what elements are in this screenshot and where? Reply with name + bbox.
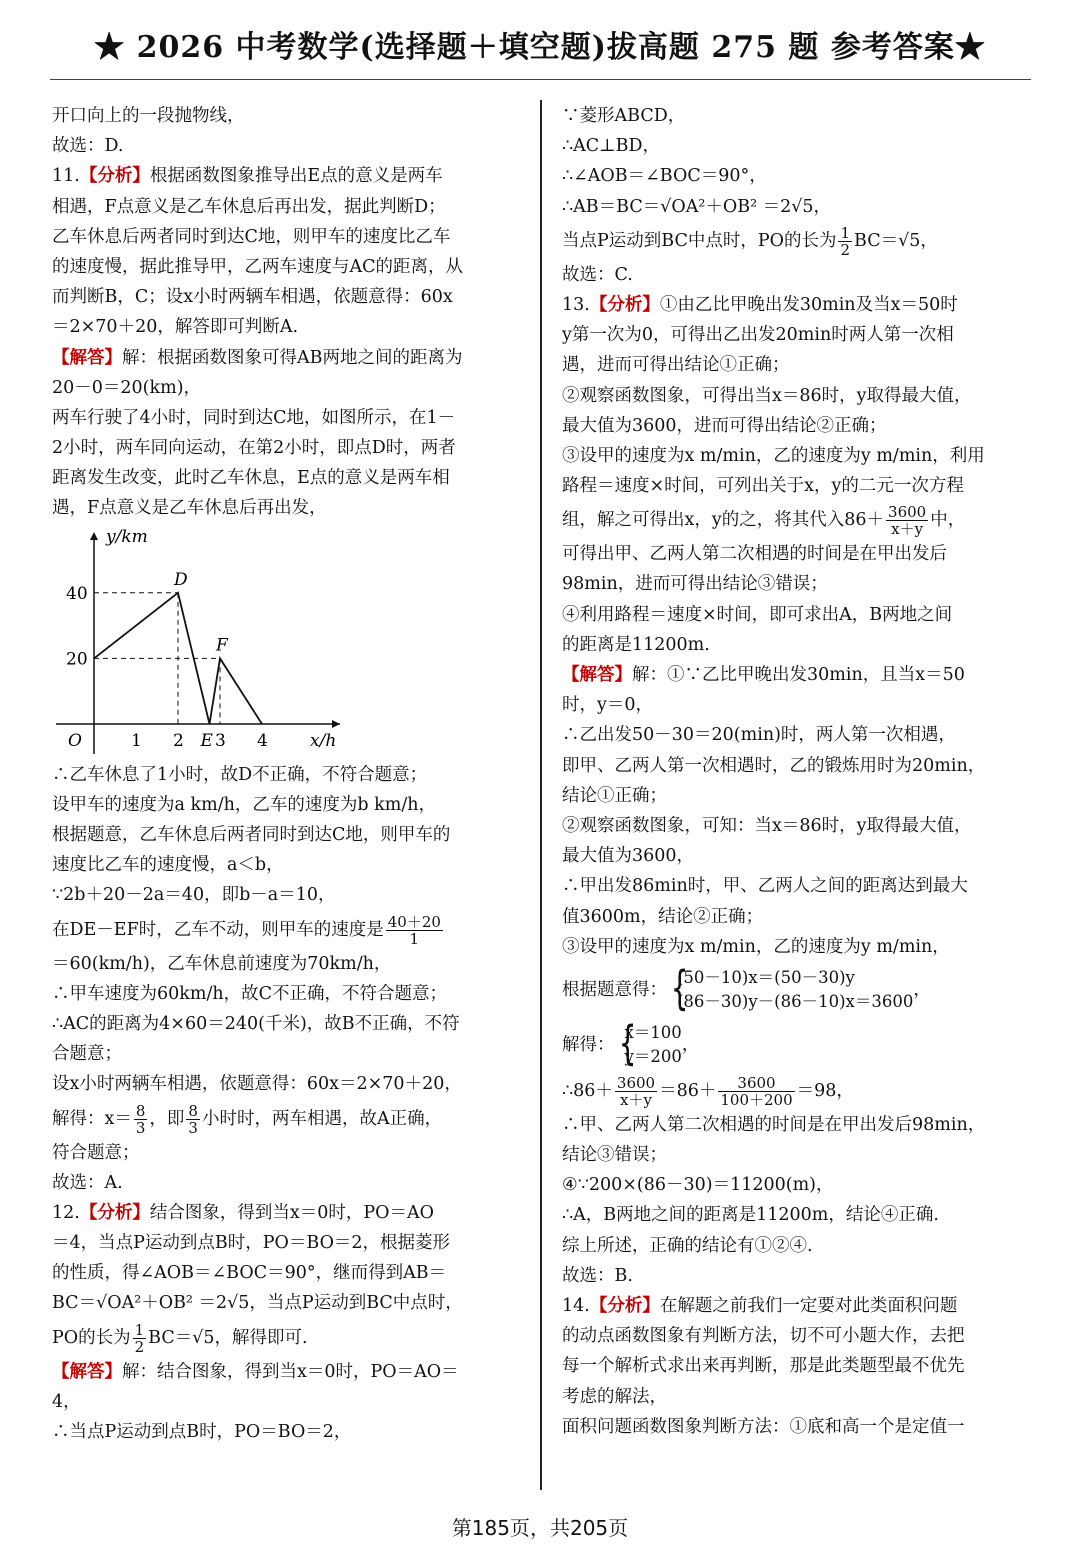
equation: (86－30)y－(86－10)x＝3600 bbox=[677, 992, 914, 1012]
solution-tag: 【解答】 bbox=[562, 665, 632, 685]
text-line: 遇，F点意义是乙车休息后再出发， bbox=[52, 498, 327, 519]
denominator: 3 bbox=[135, 1118, 146, 1137]
analysis-tag: 【分析】 bbox=[589, 294, 660, 315]
question-number: 12. bbox=[52, 1202, 80, 1223]
text-line: 的距离是11200m. bbox=[562, 634, 710, 655]
text-line: BC＝√OA²＋OB² ＝2√5，当点P运动到BC中点时， bbox=[52, 1293, 463, 1314]
text-line: 两车行驶了4小时，同时到达C地，如图所示，在1－ bbox=[52, 407, 456, 428]
numerator: 1 bbox=[840, 223, 851, 242]
fraction bbox=[134, 1103, 148, 1136]
fraction bbox=[186, 1103, 200, 1136]
text-line: ②观察函数图象，可得出当x＝86时，y取得最大值， bbox=[562, 385, 972, 406]
text-line: 故选：D. bbox=[52, 136, 124, 157]
column-divider bbox=[540, 100, 542, 1490]
distance-time-chart bbox=[52, 528, 352, 760]
x-axis-label: x/h bbox=[310, 730, 337, 751]
text-span: 解：①∵乙比甲晚出发30min，且当x＝50 bbox=[632, 665, 965, 685]
question-number: 11. bbox=[52, 166, 80, 187]
text-line: 故选：B. bbox=[562, 1265, 633, 1286]
x-tick-label: 3 bbox=[215, 730, 226, 751]
denominator: 2 bbox=[134, 1337, 145, 1356]
text-line: ∴∠AOB＝∠BOC＝90°， bbox=[562, 166, 767, 187]
text-span: 解：结合图象，得到当x＝0时，PO＝AO＝ bbox=[122, 1361, 459, 1382]
text-line: 即甲、乙两人第一次相遇时，乙的锻炼用时为20min， bbox=[562, 755, 986, 776]
question-number: 14. bbox=[562, 1296, 590, 1316]
text-span: 解得：x＝ bbox=[52, 1108, 132, 1129]
q11-analysis bbox=[52, 161, 522, 191]
text-span: 当点P运动到BC中点时，PO的长为 bbox=[562, 230, 837, 251]
text-span: PO的长为 bbox=[52, 1327, 131, 1348]
text-line: 路程＝速度×时间，可列出关于x，y的二元一次方程 bbox=[562, 476, 964, 497]
text-span: ①由乙比甲晚出发30min及当x＝50时 bbox=[659, 294, 958, 315]
text-line: ＝60(km/h)，乙车休息前速度为70km/h， bbox=[52, 953, 392, 974]
text-line: 4， bbox=[52, 1391, 81, 1412]
q12-analysis bbox=[52, 1198, 522, 1228]
x-tick-label: 1 bbox=[131, 730, 142, 751]
chart-svg bbox=[52, 528, 352, 760]
page-header: ★ 2026 中考数学(选择题＋填空题)拔高题 275 题 参考答案★ bbox=[94, 30, 986, 65]
text-line: 遇，进而可得出结论①正确； bbox=[562, 355, 790, 376]
numerator: 3600 bbox=[616, 1073, 656, 1092]
left-column bbox=[52, 101, 522, 1447]
text-line bbox=[52, 1100, 522, 1138]
fraction bbox=[133, 1322, 147, 1355]
q13-analysis bbox=[562, 290, 1032, 320]
text-line: 开口向上的一段抛物线， bbox=[52, 106, 245, 126]
text-span: 根据函数图象推导出E点的意义是两车 bbox=[149, 166, 443, 187]
point-label: D bbox=[174, 569, 188, 590]
header-rule bbox=[50, 79, 1031, 80]
text-span: 在解题之前我们一定要对此类面积问题 bbox=[659, 1296, 958, 1316]
text-line: 面积问题函数图象判断方法：①底和高一个是定值一 bbox=[562, 1416, 965, 1437]
text-span: BC＝√5， bbox=[854, 230, 938, 251]
text-span: 解得： bbox=[562, 1034, 615, 1055]
text-line bbox=[52, 911, 522, 949]
text-line: ③设甲的速度为x m/min，乙的速度为y m/min，利用 bbox=[562, 445, 985, 466]
text-line: 合题意； bbox=[52, 1044, 122, 1065]
fraction bbox=[615, 1075, 657, 1108]
text-line: 设x小时两辆车相遇，依题意得：60x＝2×70＋20， bbox=[52, 1074, 462, 1095]
text-line: 值3600m，结论②正确； bbox=[562, 906, 764, 927]
text-line: 的速度慢，据此推导甲，乙两车速度与AC的距离，从 bbox=[52, 256, 464, 277]
text-line: 乙车休息后两者同时到达C地，则甲车的速度比乙车 bbox=[52, 226, 451, 247]
numerator: 3600 bbox=[888, 503, 927, 522]
text-line: 综上所述，正确的结论有①②④. bbox=[562, 1235, 813, 1256]
text-line: 可得出甲、乙两人第二次相遇的时间是在甲出发后 bbox=[562, 544, 947, 565]
text-line: 故选：C. bbox=[562, 264, 633, 285]
numerator: 3600 bbox=[718, 1075, 794, 1092]
x-tick-label: E bbox=[200, 730, 213, 751]
text-line: ∴甲车速度为60km/h，故C不正确，不符合题意； bbox=[52, 983, 448, 1004]
text-line: 最大值为3600，进而可得出结论②正确； bbox=[562, 415, 887, 436]
text-line: ∴乙车休息了1小时，故D不正确，不符合题意； bbox=[52, 764, 428, 785]
text-line: ∴甲、乙两人第二次相遇的时间是在甲出发后98min， bbox=[562, 1114, 986, 1135]
page-footer: 第185页，共205页 bbox=[451, 1516, 629, 1540]
text-line: ③设甲的速度为x m/min，乙的速度为y m/min， bbox=[562, 936, 950, 957]
text-line: 故选：A. bbox=[52, 1172, 123, 1193]
text-line bbox=[562, 501, 1032, 539]
text-span: 组，解之可得出x，y的之，将其代入86＋ bbox=[562, 510, 885, 531]
fraction bbox=[886, 504, 928, 537]
q11-solution bbox=[52, 343, 522, 373]
equation-system bbox=[667, 966, 913, 1014]
text-line: 符合题意； bbox=[52, 1142, 140, 1163]
text-line: 设甲车的速度为a km/h，乙车的速度为b km/h， bbox=[52, 794, 436, 815]
numerator: 1 bbox=[134, 1320, 145, 1339]
text-line: ∴AC的距离为4×60＝240(千米)，故B不正确，不符 bbox=[52, 1013, 460, 1034]
text-line: 结论①正确； bbox=[562, 785, 667, 806]
text-line bbox=[562, 1072, 1032, 1110]
q13-solution bbox=[562, 660, 1032, 690]
text-span: ， bbox=[681, 1034, 700, 1055]
text-line: ＝2×70＋20，解答即可判断A. bbox=[52, 317, 299, 338]
text-line: 20－0＝20(km)， bbox=[52, 377, 202, 398]
fraction bbox=[718, 1075, 794, 1108]
text-line bbox=[562, 222, 1032, 260]
fraction bbox=[386, 914, 443, 947]
text-span: ＝98， bbox=[796, 1080, 854, 1101]
text-line: 时，y＝0， bbox=[562, 695, 654, 716]
text-line: ④利用路程＝速度×时间，即可求出A，B两地之间 bbox=[562, 604, 953, 625]
numerator: 40＋20 bbox=[387, 912, 441, 931]
denominator: 100＋200 bbox=[720, 1090, 793, 1109]
equation: { (50－10)x＝(50－30)y bbox=[677, 968, 855, 988]
fraction bbox=[838, 225, 852, 258]
text-line: 2小时，两车同向运动，在第2小时，即点D时，两者 bbox=[52, 438, 456, 459]
text-line: 结论③错误； bbox=[562, 1145, 667, 1166]
denominator: 2 bbox=[840, 240, 851, 259]
equation-system-line bbox=[562, 962, 1032, 1018]
text-span: 解：根据函数图象可得AB两地之间的距离为 bbox=[122, 347, 463, 368]
text-line: ∴当点P运动到点B时，PO＝BO＝2， bbox=[52, 1422, 352, 1442]
analysis-tag: 【分析】 bbox=[79, 166, 150, 187]
text-span: ＝86＋ bbox=[659, 1080, 717, 1101]
text-line bbox=[52, 1319, 522, 1357]
text-line: 而判断B，C；设x小时两辆车相遇，依题意得：60x bbox=[52, 287, 453, 308]
y-axis-arrow bbox=[90, 532, 98, 540]
denominator: 3 bbox=[188, 1118, 198, 1137]
x-tick-label: 2 bbox=[173, 730, 184, 751]
text-line: ②观察函数图象，可知：当x＝86时，y取得最大值， bbox=[562, 815, 972, 836]
y-tick-label: 40 bbox=[66, 583, 88, 604]
text-line: ＝4，当点P运动到点B时，PO＝BO＝2，根据菱形 bbox=[52, 1233, 451, 1254]
equation: { x＝100 bbox=[624, 1023, 682, 1043]
text-line: ∴乙出发50－30＝20(min)时，两人第一次相遇， bbox=[562, 725, 956, 746]
right-column bbox=[562, 101, 1032, 1442]
text-span: 小时时，两车相遇，故A正确， bbox=[201, 1108, 443, 1129]
text-line: 距离发生改变，此时乙车休息，E点的意义是两车相 bbox=[52, 468, 450, 489]
y-axis-label: y/km bbox=[106, 527, 148, 547]
text-line: 的性质，得∠AOB＝∠BOC＝90°，继而得到AB＝ bbox=[52, 1263, 447, 1284]
text-line: 相遇，F点意义是乙车休息后再出发，据此判断D； bbox=[52, 196, 446, 217]
numerator: 8 bbox=[135, 1101, 146, 1120]
text-line: 速度比乙车的速度慢，a＜b， bbox=[52, 855, 284, 876]
text-line: ∴甲出发86min时，甲、乙两人之间的距离达到最大 bbox=[562, 876, 968, 897]
text-line: 的动点函数图象有判断方法，切不可小题大作，去把 bbox=[562, 1326, 965, 1347]
q12-solution bbox=[52, 1357, 522, 1387]
solution-system-line bbox=[562, 1018, 1032, 1072]
x-axis-arrow bbox=[332, 720, 340, 728]
text-line: 根据题意，乙车休息后两者同时到达C地，则甲车的 bbox=[52, 825, 451, 845]
solution-tag: 【解答】 bbox=[52, 347, 122, 368]
solution-system bbox=[615, 1021, 682, 1069]
text-line: 考虑的解法， bbox=[562, 1386, 667, 1407]
text-line: 98min，进而可得出结论③错误； bbox=[562, 574, 828, 595]
analysis-tag: 【分析】 bbox=[589, 1296, 660, 1316]
analysis-tag: 【分析】 bbox=[79, 1202, 150, 1223]
text-line: ∵菱形ABCD， bbox=[562, 106, 686, 126]
denominator: x＋y bbox=[891, 520, 924, 539]
text-line: 最大值为3600， bbox=[562, 846, 695, 867]
text-span: ， bbox=[913, 979, 931, 1000]
text-line: y第一次为0，可得出乙出发20min时两人第一次相 bbox=[562, 325, 954, 346]
text-span: 在DE－EF时，乙车不动，则甲车的速度是 bbox=[52, 919, 384, 940]
numerator: 8 bbox=[188, 1101, 198, 1120]
text-span: 结合图象，得到当x＝0时，PO＝AO bbox=[149, 1202, 434, 1223]
text-line: ∴A，B两地之间的距离是11200m，结论④正确. bbox=[562, 1205, 939, 1226]
denominator: x＋y bbox=[620, 1090, 652, 1109]
denominator: 1 bbox=[409, 929, 420, 948]
text-span: 根据题意得： bbox=[562, 979, 667, 1000]
text-span: ∴86＋ bbox=[562, 1080, 613, 1101]
equation: y＝200 bbox=[624, 1047, 682, 1067]
text-span: ，即 bbox=[149, 1108, 185, 1129]
text-line: ∵2b＋20－2a＝40，即b－a＝10， bbox=[52, 885, 336, 906]
y-tick-label: 20 bbox=[66, 649, 88, 670]
solution-tag: 【解答】 bbox=[52, 1361, 122, 1382]
text-span: BC＝√5，解得即可. bbox=[148, 1327, 308, 1348]
origin-label: O bbox=[68, 730, 82, 751]
point-label: F bbox=[216, 635, 228, 656]
q14-analysis bbox=[562, 1291, 1032, 1321]
text-line: 每一个解析式求出来再判断，那是此类题型最不优先 bbox=[562, 1356, 965, 1377]
x-tick-label: 4 bbox=[257, 730, 268, 751]
text-line: ④∵200×(86－30)＝11200(m)， bbox=[562, 1175, 834, 1196]
text-line: ∴AC⊥BD， bbox=[562, 136, 661, 157]
question-number: 13. bbox=[562, 294, 590, 315]
text-span: 中， bbox=[930, 510, 966, 531]
text-line: ∴AB＝BC＝√OA²＋OB² ＝2√5， bbox=[562, 196, 832, 217]
